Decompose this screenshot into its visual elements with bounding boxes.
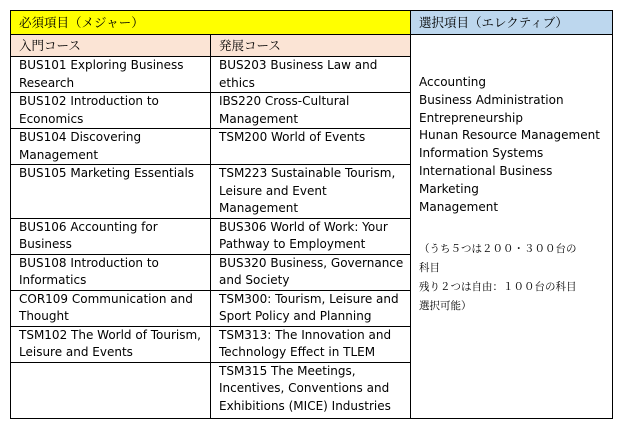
advanced-course: TSM315 The Meetings, Incentives, Conventions and Exhibitions (MICE) Industries <box>211 362 411 418</box>
advanced-course-header: 発展コース <box>211 35 411 57</box>
intro-course: BUS101 Exploring Business Research <box>11 57 211 93</box>
intro-course: BUS104 Discovering Management <box>11 129 211 165</box>
curriculum-table <box>10 10 613 419</box>
advanced-course: TSM300: Tourism, Leisure and Sport Policy and Planning <box>211 290 411 326</box>
intro-course: BUS105 Marketing Essentials <box>11 165 211 219</box>
advanced-course: BUS203 Business Law and ethics <box>211 57 411 93</box>
advanced-course: TSM223 Sustainable Tourism, Leisure and Event Management <box>211 165 411 219</box>
elective-header: 選択項目（エレクティブ） <box>411 11 613 35</box>
elective-item: Marketing <box>419 181 479 196</box>
intro-course: BUS108 Introduction to Informatics <box>11 254 211 290</box>
advanced-course: TSM313: The Innovation and Technology Effect in TLEM <box>211 326 411 362</box>
advanced-course: BUS306 World of Work: Your Pathway to Employment <box>211 218 411 254</box>
elective-item: International Business <box>419 163 553 178</box>
elective-cell <box>411 35 613 419</box>
elective-item: Entrepreneurship <box>419 110 523 125</box>
elective-note <box>419 240 610 316</box>
intro-course: BUS102 Introduction to Economics <box>11 93 211 129</box>
elective-list <box>419 74 610 216</box>
elective-item: Accounting <box>419 75 487 89</box>
intro-course: COR109 Communication and Thought <box>11 290 211 326</box>
intro-course <box>11 362 211 418</box>
advanced-course: IBS220 Cross-Cultural Management <box>211 93 411 129</box>
note-line: 残り２つは自由：１００台の科目 <box>419 281 577 294</box>
elective-item: Information Systems <box>419 146 544 161</box>
elective-item: Management <box>419 199 499 214</box>
advanced-course: TSM200 World of Events <box>211 129 411 165</box>
major-header: 必須項目（メジャー） <box>11 11 411 35</box>
elective-item: Business Administration <box>419 92 564 107</box>
intro-course: TSM102 The World of Tourism, Leisure and Events <box>11 326 211 362</box>
intro-course-header: 入門コース <box>11 35 211 57</box>
note-line: （うち５つは２００・３００台の <box>419 243 577 256</box>
note-line: 選択可能） <box>419 300 472 313</box>
elective-item: Hunan Resource Management <box>419 128 600 143</box>
note-line: 科目 <box>419 262 441 275</box>
advanced-course: BUS320 Business, Governance and Society <box>211 254 411 290</box>
intro-course: BUS106 Accounting for Business <box>11 218 211 254</box>
